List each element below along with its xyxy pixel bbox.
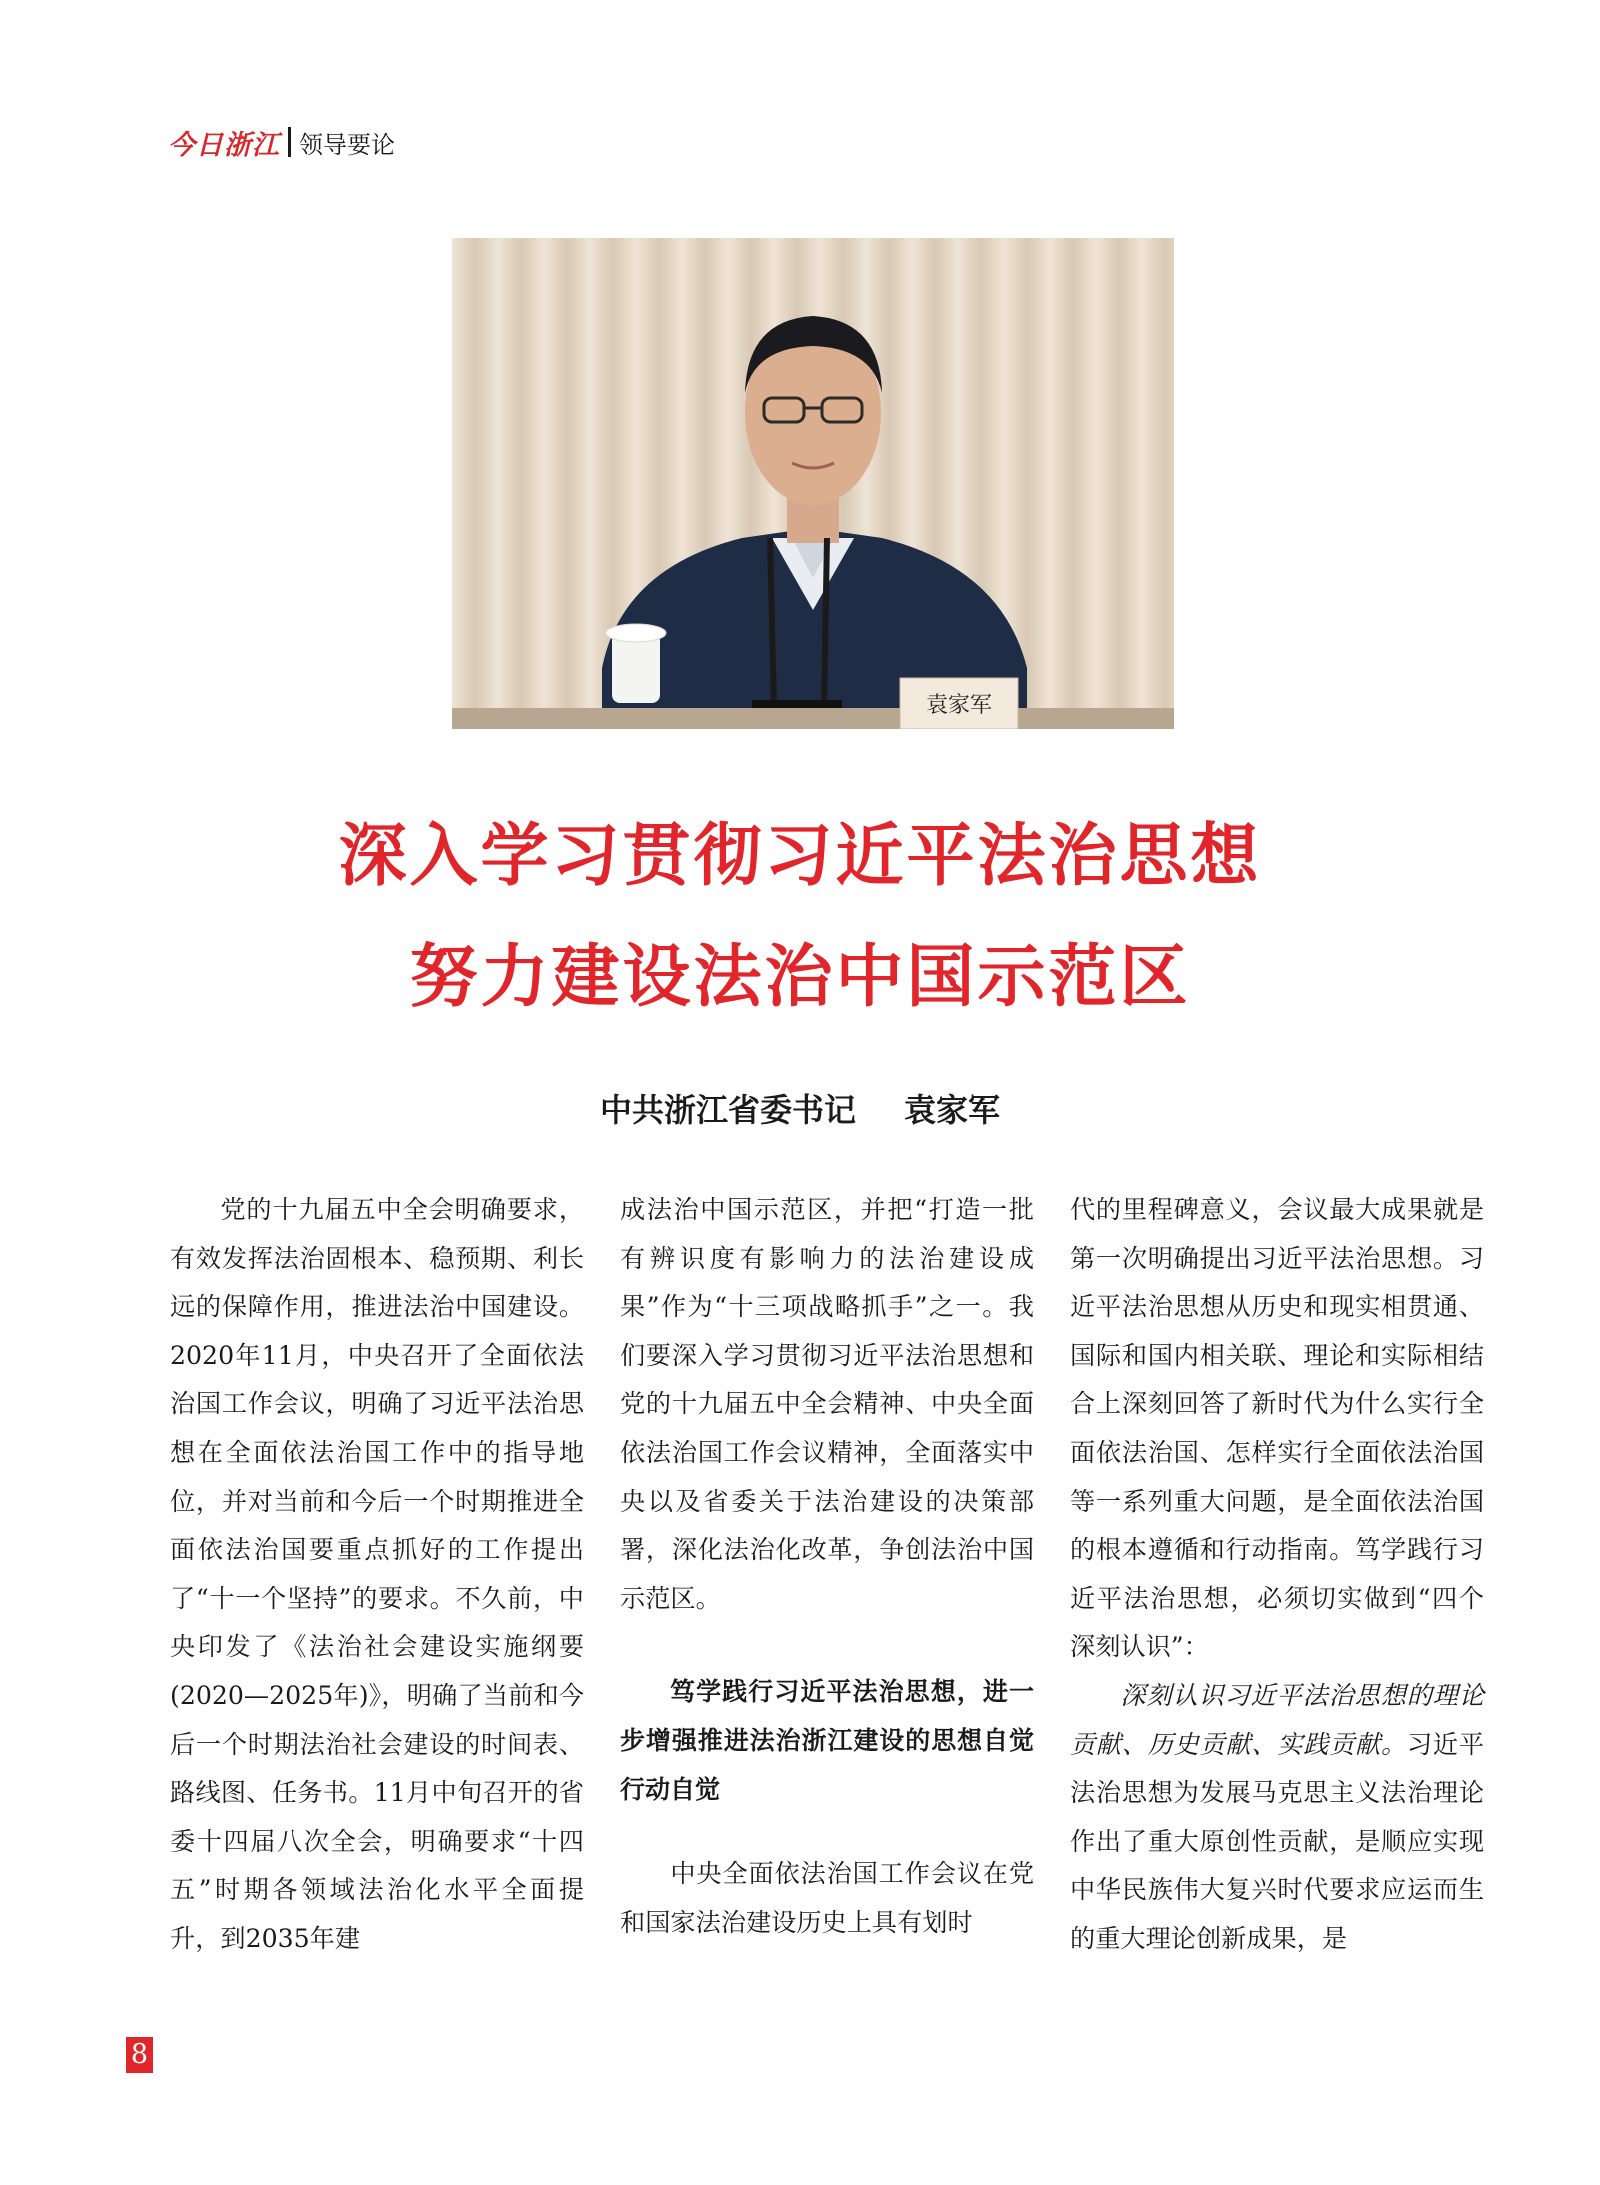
emphasis-phrase: 深刻认识习近平法治思想的理论贡献、历史贡献、实践贡献。 — [1070, 1680, 1484, 1759]
paragraph: 中央全面依法治国工作会议在党和国家法治建设历史上具有划时 — [620, 1859, 1034, 1937]
text-column-3 — [1070, 1186, 1484, 1964]
byline — [0, 1085, 1600, 1131]
paragraph: 成法治中国示范区，并把“打造一批有辨识度有影响力的法治建设成果”作为“十三项战略抓手”之一。我们要深入学习贯彻习近平法治思想和党的十九届五中全会精神、中央全面依法治国工作会议精神，全面落实中央以及省委关于法治建设的决策部署，深化法治化改革，争创法治中国示范区。 — [620, 1195, 1034, 1613]
masthead-logo: 今日浙江 — [168, 129, 280, 161]
photo-illustration — [452, 238, 1174, 729]
page-header — [168, 124, 395, 160]
author-position: 中共浙江省委书记 — [599, 1091, 856, 1129]
paragraph: 党的十九届五中全会明确要求，有效发挥法治固根本、稳预期、利长远的保障作用，推进法治中国建设。2020年11月，中央召开了全面依法治国工作会议，明确了习近平法治思想在全面依法治国工作中的指导地位，并对当前和今后一个时期推进全面依法治国要重点抓好的工作提出了“十一个坚持”的要求。不久前，中央印发了《法治社会建设实施纲要(2020—2025年)》，明确了当前和今后一个时期法治社会建设的时间表、路线图、任务书。11月中旬召开的省委十四届八次全会，明确要求“十四五”时期各领域法治化水平全面提升，到2035年建 — [170, 1195, 584, 1953]
text-column-2 — [620, 1186, 1034, 1948]
author-name: 袁家军 — [904, 1091, 1001, 1129]
article-title-line-2: 努力建设法治中国示范区 — [409, 938, 1191, 1017]
text-column-1 — [170, 1186, 584, 1964]
section-label: 领导要论 — [299, 130, 395, 159]
paragraph: 代的里程碑意义，会议最大成果就是第一次明确提出习近平法治思想。习近平法治思想从历史和现实相贯通、国际和国内相关联、理论和实际相结合上深刻回答了新时代为什么实行全面依法治国、怎样实行全面依法治国等一系列重大问题，是全面依法治国的根本遵循和行动指南。笃学践行习近平法治思想，必须切实做到“四个深刻认识”： — [1070, 1195, 1484, 1662]
header-divider — [288, 127, 291, 157]
paragraph — [1070, 1672, 1484, 1964]
nameplate-text: 袁家军 — [925, 693, 993, 718]
page-number: 8 — [126, 2037, 153, 2073]
section-subheading: 笃学践行习近平法治思想，进一步增强推进法治浙江建设的思想自觉行动自觉 — [620, 1677, 1034, 1805]
speaker-photo — [452, 238, 1174, 729]
paragraph-text: 习近平法治思想为发展马克思主义法治理论作出了重大原创性贡献，是顺应实现中华民族伟大复兴时代要求应运而生的重大理论创新成果，是 — [1070, 1729, 1485, 1953]
article-title-line-1: 深入学习贯彻习近平法治思想 — [338, 817, 1262, 896]
